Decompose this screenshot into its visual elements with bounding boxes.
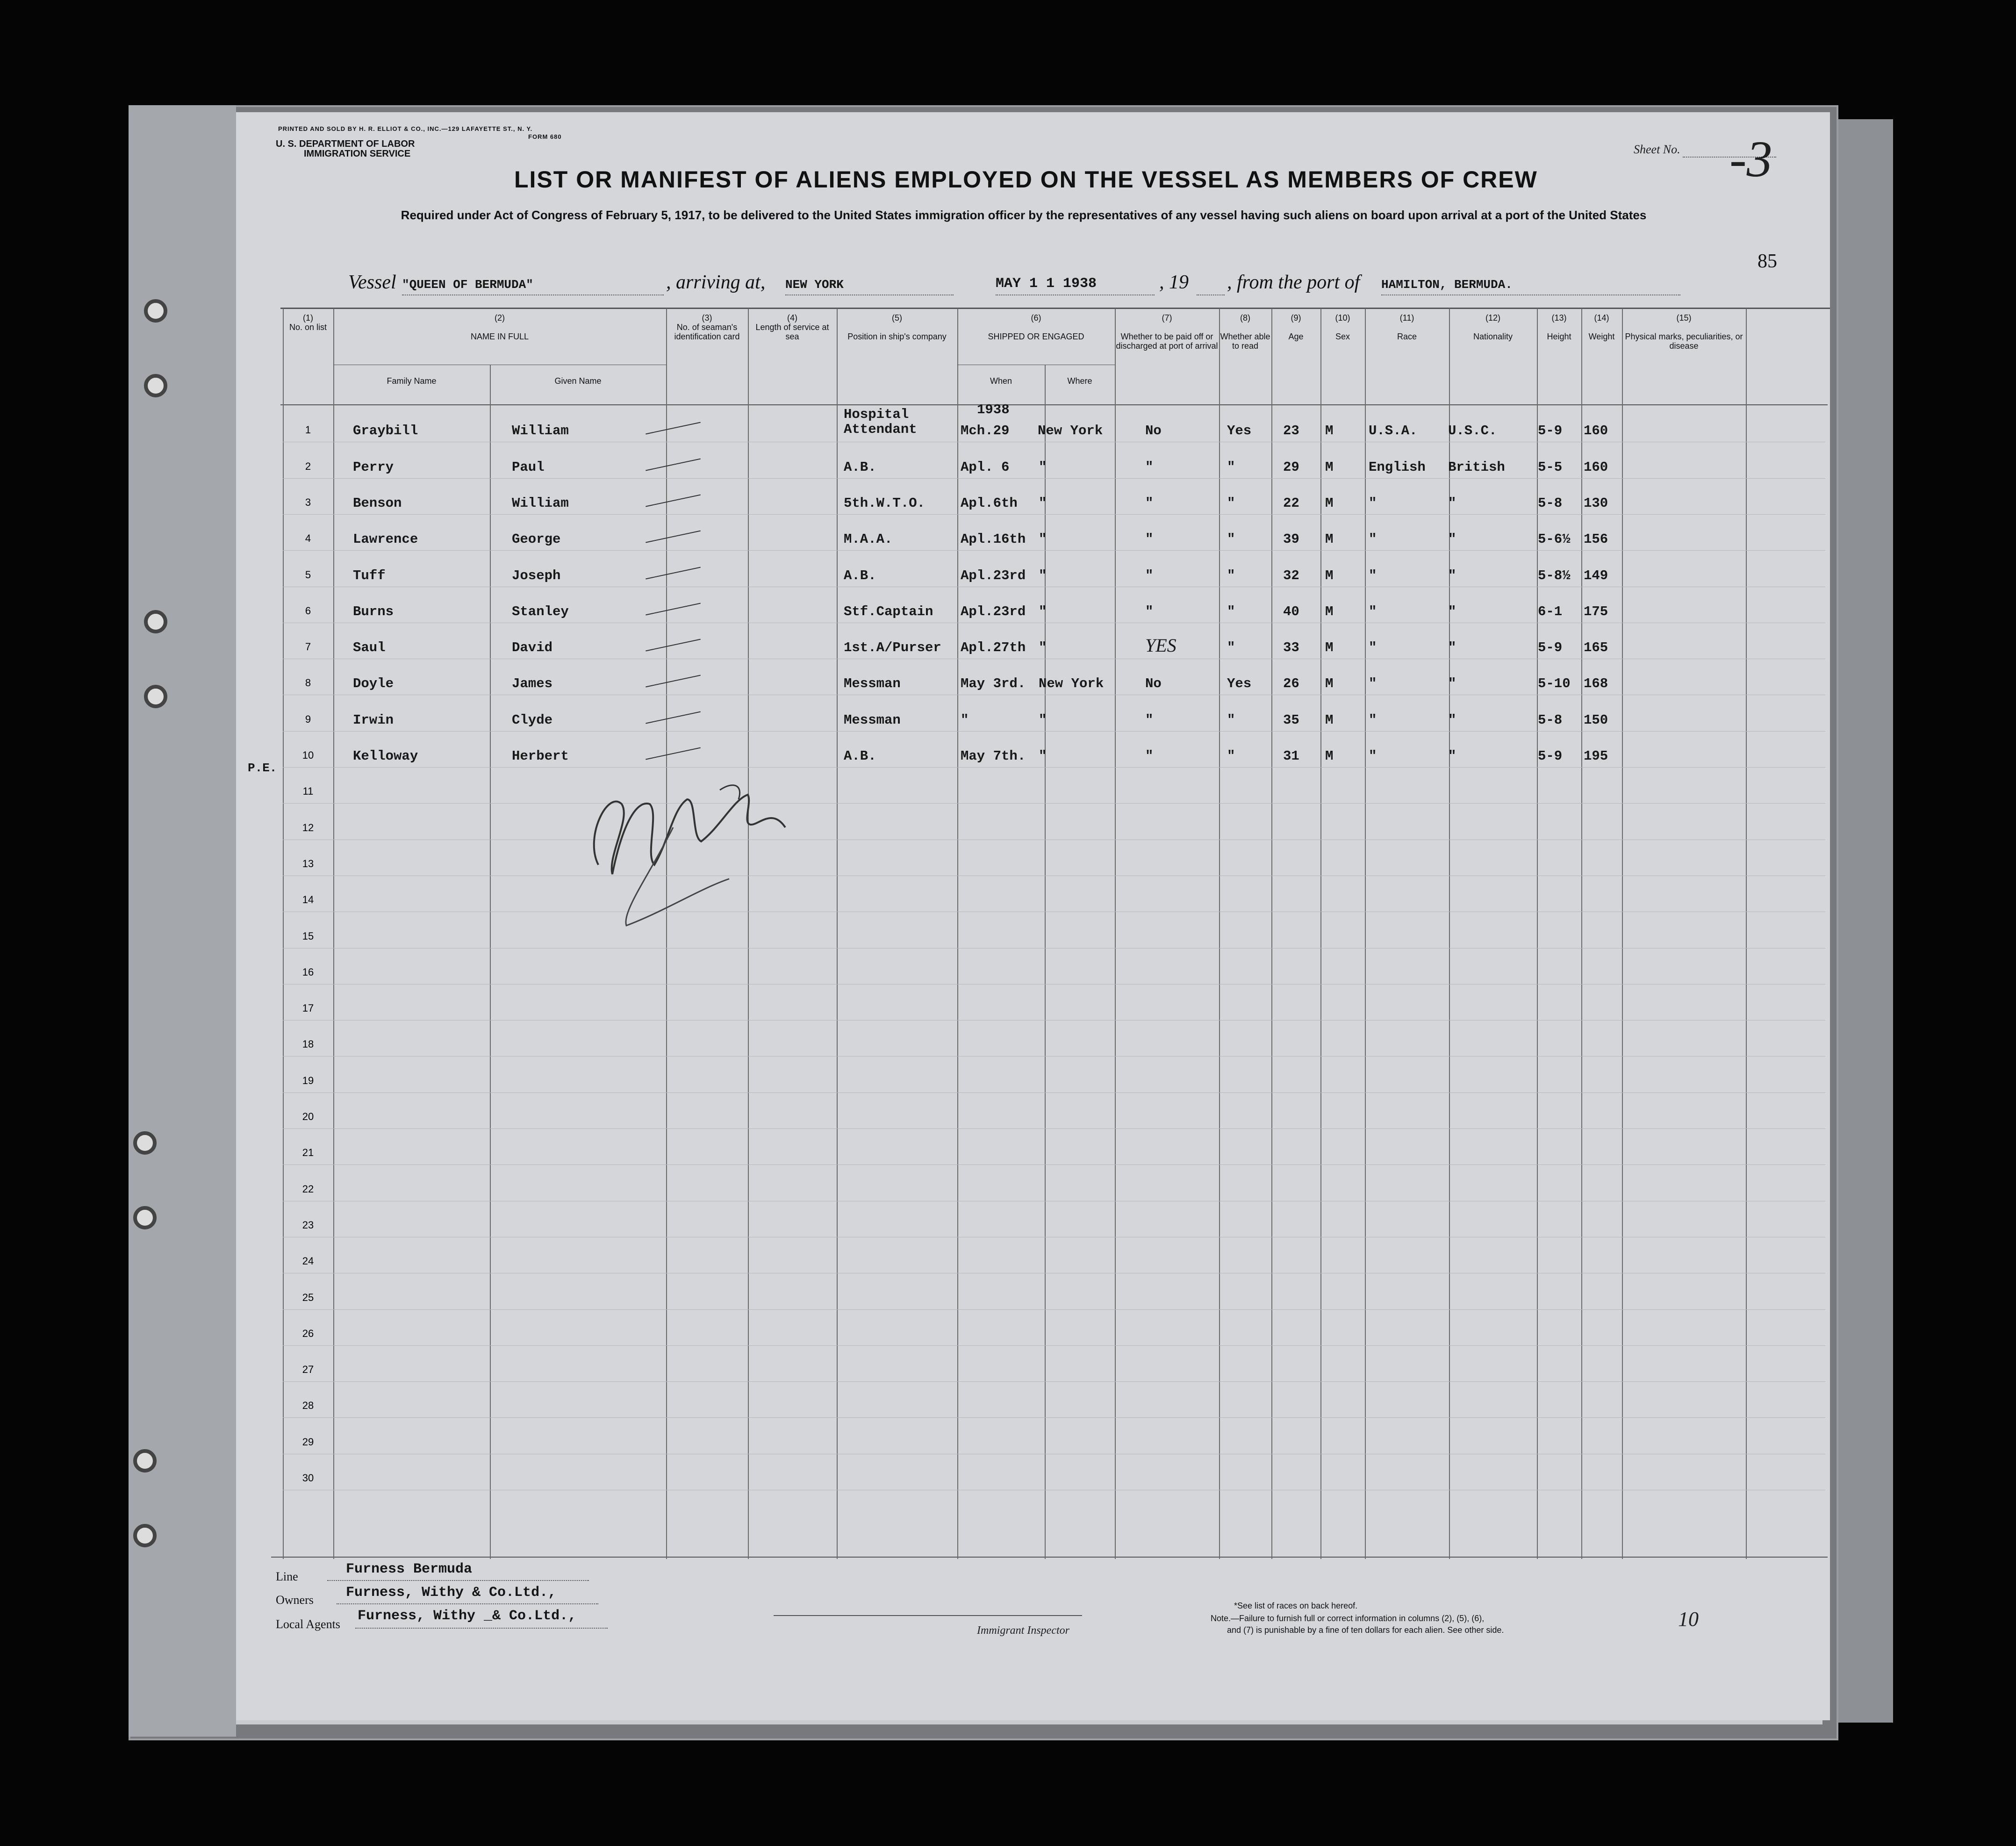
crew-sex: M [1325, 532, 1334, 547]
row-number: 13 [302, 857, 314, 869]
crew-race: " [1369, 748, 1377, 764]
crew-able-to-read: " [1227, 748, 1235, 764]
column-divider [283, 309, 284, 1559]
department-name: U. S. DEPARTMENT OF LABOR [276, 139, 415, 149]
crew-weight: 160 [1584, 459, 1608, 475]
line-underline [327, 1580, 589, 1581]
crew-position: A.B. [844, 459, 876, 475]
crew-paid-off: " [1145, 532, 1154, 547]
col-header-13: (13) Height [1547, 313, 1571, 341]
col-header-12: (12) Nationality [1473, 313, 1513, 341]
crew-family-name: Saul [353, 640, 386, 656]
inspector-label: Immigrant Inspector [977, 1624, 1069, 1637]
col-header-5: (5) Position in ship's company [847, 313, 947, 341]
vessel-name: "QUEEN OF BERMUDA" [402, 278, 533, 292]
crew-age: 39 [1283, 532, 1299, 547]
manifest-sheet [236, 112, 1830, 1720]
crew-given-name: Stanley [512, 603, 569, 619]
crew-shipped-where: " [1039, 495, 1047, 511]
crew-sex: M [1325, 567, 1334, 583]
col-subheader-when: When [990, 376, 1012, 386]
row-number: 10 [302, 749, 314, 761]
crew-sex: M [1325, 640, 1334, 656]
row-number: 29 [302, 1436, 314, 1448]
crew-family-name: Doyle [353, 676, 394, 692]
crew-height: 6-1 [1538, 603, 1563, 619]
column-divider [333, 309, 334, 1559]
crew-shipped-when: May 3rd. [961, 676, 1026, 692]
column-divider [1581, 309, 1582, 1559]
row-number: 8 [305, 677, 311, 689]
paper-edge-left [129, 105, 236, 1737]
col-header-3: (3) No. of seaman's identification card [674, 313, 740, 341]
row-number: 15 [302, 930, 314, 942]
sheet-label: Sheet No. [1634, 143, 1680, 156]
row-rule [283, 1417, 1825, 1418]
row-number: 22 [302, 1183, 314, 1195]
crew-family-name: Burns [353, 603, 394, 619]
crew-position: A.B. [844, 567, 876, 583]
row-rule [283, 1164, 1825, 1165]
row-number: 6 [305, 604, 311, 617]
row-number: 28 [302, 1400, 314, 1412]
col-subheader-given-name: Given Name [554, 376, 602, 386]
crew-position: 1st.A/Purser [844, 640, 941, 656]
crew-paid-off: " [1145, 748, 1154, 764]
year-line [1197, 294, 1225, 295]
row-number: 21 [302, 1147, 314, 1159]
binder-ring [144, 374, 167, 397]
row-number: 7 [305, 641, 311, 653]
crew-sex: M [1325, 459, 1334, 475]
col-header-9: (9) Age [1288, 313, 1304, 341]
binder-ring [133, 1131, 157, 1155]
crew-nationality: U.S.C. [1448, 423, 1497, 439]
from-port: HAMILTON, BERMUDA. [1381, 278, 1513, 292]
crew-age: 31 [1283, 748, 1299, 764]
crew-family-name: Perry [353, 459, 394, 475]
col-header-14: (14) Weight [1588, 313, 1615, 341]
arriving-port-line [785, 294, 954, 295]
crew-family-name: Graybill [353, 423, 418, 439]
crew-nationality: " [1448, 640, 1456, 656]
crew-paid-off: " [1145, 495, 1154, 511]
crew-position: 5th.W.T.O. [844, 495, 925, 511]
crew-nationality: " [1448, 532, 1456, 547]
row-number: 23 [302, 1219, 314, 1231]
row-number: 24 [302, 1255, 314, 1267]
crew-sex: M [1325, 603, 1334, 619]
column-divider [837, 309, 838, 1559]
manifest-subtitle: Required under Act of Congress of February 5, 1917, to be delivered to the United States immigration officer by the representatives of any vessel having such aliens on board upon arrival at a port of the United States [401, 208, 1647, 222]
crew-height: 5-10 [1538, 676, 1571, 692]
row-number: 4 [305, 532, 311, 545]
handwritten-number: 10 [1678, 1608, 1699, 1631]
crew-weight: 175 [1584, 603, 1608, 619]
crew-able-to-read: " [1227, 459, 1235, 475]
row-number: 25 [302, 1291, 314, 1303]
crew-given-name: William [512, 495, 569, 511]
crew-nationality: " [1448, 495, 1456, 511]
row-number: 2 [305, 460, 311, 472]
binder-ring [133, 1449, 157, 1472]
owners-value: Furness, Withy & Co.Ltd., [346, 1585, 557, 1601]
crew-able-to-read: " [1227, 495, 1235, 511]
crew-paid-off: No [1145, 676, 1162, 692]
service-name: IMMIGRATION SERVICE [304, 149, 411, 159]
date-stamp: MAY 1 1 1938 [996, 276, 1097, 292]
crew-able-to-read: " [1227, 603, 1235, 619]
col-header-15: (15) Physical marks, peculiarities, or disease [1625, 313, 1743, 351]
crew-family-name: Benson [353, 495, 402, 511]
row-number: 14 [302, 894, 314, 906]
crew-given-name: James [512, 676, 553, 692]
crew-position: A.B. [844, 748, 876, 764]
crew-weight: 149 [1584, 567, 1608, 583]
table-bottom-border [271, 1557, 1828, 1558]
crew-weight: 195 [1584, 748, 1608, 764]
crew-race: " [1369, 603, 1377, 619]
crew-given-name: William [512, 423, 569, 439]
crew-able-to-read: " [1227, 640, 1235, 656]
crew-nationality: " [1448, 712, 1456, 728]
crew-age: 32 [1283, 567, 1299, 583]
col-header-2: (2) NAME IN FULL [470, 313, 529, 341]
row-rule [283, 1345, 1825, 1346]
crew-age: 26 [1283, 676, 1299, 692]
fine-note-line1: Note.—Failure to furnish full or correct information in columns (2), (5), (6), [1211, 1614, 1485, 1623]
crew-family-name: Kelloway [353, 748, 418, 764]
crew-able-to-read: " [1227, 567, 1235, 583]
row-number: 12 [302, 821, 314, 833]
crew-race: " [1369, 532, 1377, 547]
crew-sex: M [1325, 748, 1334, 764]
crew-sex: M [1325, 712, 1334, 728]
crew-height: 5-8 [1538, 712, 1563, 728]
agents-underline [355, 1628, 608, 1629]
crew-family-name: Tuff [353, 567, 386, 583]
crew-shipped-when: Apl.16th [961, 532, 1026, 547]
crew-able-to-read: Yes [1227, 423, 1252, 439]
crew-weight: 130 [1584, 495, 1608, 511]
col-subheader-family-name: Family Name [387, 376, 437, 386]
column-divider [666, 309, 667, 1559]
crew-given-name: Clyde [512, 712, 553, 728]
col-header-7: (7) Whether to be paid off or discharged at port of arrival [1116, 313, 1218, 351]
manifest-title: LIST OR MANIFEST OF ALIENS EMPLOYED ON THE VESSEL AS MEMBERS OF CREW [514, 166, 1538, 193]
row-number: 18 [302, 1038, 314, 1050]
crew-shipped-where: " [1039, 603, 1047, 619]
crew-weight: 160 [1584, 423, 1608, 439]
crew-given-name: Joseph [512, 567, 561, 583]
crew-position: Messman [844, 676, 901, 692]
handwritten-signature [580, 771, 804, 930]
crew-shipped-when: Apl.6th [961, 495, 1018, 511]
crew-shipped-when: Apl.27th [961, 640, 1026, 656]
row-rule [283, 731, 1825, 732]
binder-ring [144, 299, 167, 323]
crew-race: " [1369, 712, 1377, 728]
crew-nationality: British [1448, 459, 1505, 475]
vessel-label: Vessel [348, 272, 396, 293]
row-number: 17 [302, 1002, 314, 1014]
column-divider [490, 365, 491, 1559]
row-number: 20 [302, 1111, 314, 1122]
col-header-1: (1) No. on list [289, 313, 327, 332]
column-divider [1320, 309, 1321, 1559]
year-label: , 19 [1159, 272, 1189, 293]
crew-race: U.S.A. [1369, 423, 1418, 439]
crew-position: Stf.Captain [844, 603, 933, 619]
row-number: 9 [305, 713, 311, 725]
crew-weight: 150 [1584, 712, 1608, 728]
owners-label: Owners [276, 1593, 314, 1607]
crew-race: " [1369, 640, 1377, 656]
crew-shipped-where: New York [1038, 423, 1103, 439]
row-number: 16 [302, 966, 314, 978]
fine-note-line2: and (7) is punishable by a fine of ten dollars for each alien. See other side. [1227, 1625, 1504, 1635]
row-number: 19 [302, 1074, 314, 1086]
crew-race: " [1369, 495, 1377, 511]
column-divider [1622, 309, 1623, 1559]
col-header-8: (8) Whether able to read [1220, 313, 1270, 351]
row-rule [283, 514, 1825, 515]
crew-able-to-read: Yes [1227, 676, 1252, 692]
col-header-11: (11) Race [1397, 313, 1417, 341]
row-rule [283, 767, 1825, 768]
crew-shipped-when: " [961, 712, 969, 728]
crew-paid-off: " [1145, 459, 1154, 475]
table-top-border [280, 308, 1830, 309]
crew-age: 33 [1283, 640, 1299, 656]
crew-sex: M [1325, 423, 1334, 439]
crew-height: 5-6½ [1538, 532, 1571, 547]
row-rule [283, 1309, 1825, 1310]
form-number: FORM 680 [528, 133, 562, 140]
crew-nationality: " [1448, 748, 1456, 764]
crew-age: 29 [1283, 459, 1299, 475]
col-header-10: (10) Sex [1335, 313, 1350, 341]
table-header-border [280, 404, 1828, 405]
crew-shipped-when: Apl. 6 [961, 459, 1010, 475]
column-divider [1365, 309, 1366, 1559]
crew-shipped-where: " [1039, 567, 1047, 583]
crew-paid-off: No [1145, 423, 1162, 439]
from-port-line [1381, 294, 1680, 295]
crew-shipped-where: " [1039, 640, 1047, 656]
page-number: 85 [1758, 251, 1777, 272]
crew-age: 23 [1283, 423, 1299, 439]
crew-age: 40 [1283, 603, 1299, 619]
crew-shipped-where: " [1039, 532, 1047, 547]
crew-shipped-when: Mch.29 [961, 423, 1010, 439]
column-divider [1115, 309, 1116, 1559]
row-rule [283, 550, 1825, 551]
crew-able-to-read: " [1227, 712, 1235, 728]
crew-shipped-where: " [1039, 459, 1047, 475]
crew-paid-off: " [1145, 712, 1154, 728]
column-divider [1746, 309, 1747, 1559]
col-header-4: (4) Length of service at sea [755, 313, 829, 341]
crew-age: 35 [1283, 712, 1299, 728]
sheet-number: -3 [1729, 130, 1772, 187]
crew-position: Hospital Attendant [844, 407, 917, 438]
crew-height: 5-9 [1538, 748, 1563, 764]
paper-edge-right [1835, 119, 1893, 1723]
race-note: *See list of races on back hereof. [1234, 1601, 1358, 1610]
crew-position: M.A.A. [844, 532, 893, 547]
row-number: 27 [302, 1364, 314, 1376]
binder-ring [144, 685, 167, 708]
agents-label: Local Agents [276, 1617, 340, 1631]
crew-height: 5-9 [1538, 423, 1563, 439]
crew-height: 5-5 [1538, 459, 1563, 475]
crew-height: 5-8½ [1538, 567, 1571, 583]
crew-weight: 156 [1584, 532, 1608, 547]
row-number: 1 [305, 424, 311, 436]
row-number: 5 [305, 568, 311, 581]
year-note: 1938 [977, 402, 1010, 417]
binder-ring [133, 1206, 157, 1229]
row-rule [283, 803, 1825, 804]
arriving-port: NEW YORK [785, 278, 844, 292]
crew-shipped-where: " [1039, 748, 1047, 764]
row-rule [283, 1128, 1825, 1129]
col-header-6: (6) SHIPPED OR ENGAGED [988, 313, 1084, 341]
crew-shipped-when: Apl.23rd [961, 567, 1026, 583]
row-rule [283, 1381, 1825, 1382]
crew-family-name: Lawrence [353, 532, 418, 547]
crew-shipped-where: " [1039, 712, 1047, 728]
crew-sex: M [1325, 676, 1334, 692]
crew-given-name: Paul [512, 459, 545, 475]
crew-age: 22 [1283, 495, 1299, 511]
column-divider [1271, 309, 1272, 1559]
margin-note: P.E. [248, 761, 277, 775]
row-number: 26 [302, 1327, 314, 1339]
crew-family-name: Irwin [353, 712, 394, 728]
row-rule [283, 1092, 1825, 1093]
crew-nationality: " [1448, 603, 1456, 619]
line-value: Furness Bermuda [346, 1561, 473, 1577]
arriving-label: , arriving at, [666, 272, 766, 293]
row-number: 3 [305, 496, 311, 508]
row-number: 11 [302, 785, 314, 797]
crew-given-name: George [512, 532, 561, 547]
crew-paid-off: YES [1145, 635, 1177, 656]
crew-weight: 168 [1584, 676, 1608, 692]
row-number: 30 [302, 1472, 314, 1484]
crew-race: " [1369, 676, 1377, 692]
crew-height: 5-9 [1538, 640, 1563, 656]
crew-sex: M [1325, 495, 1334, 511]
crew-race: " [1369, 567, 1377, 583]
agents-value: Furness, Withy _& Co.Ltd., [358, 1608, 577, 1624]
column-divider [957, 309, 958, 1559]
crew-nationality: " [1448, 567, 1456, 583]
crew-shipped-when: May 7th. [961, 748, 1026, 764]
binder-ring [144, 610, 167, 633]
crew-race: English [1369, 459, 1426, 475]
vessel-name-line [402, 294, 664, 295]
binder-ring [133, 1524, 157, 1547]
row-rule [283, 478, 1825, 479]
column-divider [1219, 309, 1220, 1559]
crew-weight: 165 [1584, 640, 1608, 656]
crew-given-name: Herbert [512, 748, 569, 764]
inspector-signature-line [774, 1615, 1082, 1616]
date-line [996, 294, 1155, 295]
printer-line: PRINTED AND SOLD BY H. R. ELLIOT & CO., INC.—129 LAFAYETTE ST., N. Y. [278, 125, 533, 132]
line-label: Line [276, 1570, 298, 1583]
col-subheader-where: Where [1067, 376, 1092, 386]
crew-nationality: " [1448, 676, 1456, 692]
crew-shipped-when: Apl.23rd [961, 603, 1026, 619]
column-divider [748, 309, 749, 1559]
crew-position: Messman [844, 712, 901, 728]
crew-height: 5-8 [1538, 495, 1563, 511]
crew-paid-off: " [1145, 567, 1154, 583]
crew-paid-off: " [1145, 603, 1154, 619]
crew-able-to-read: " [1227, 532, 1235, 547]
owners-underline [337, 1603, 598, 1604]
crew-given-name: David [512, 640, 553, 656]
crew-shipped-where: New York [1039, 676, 1104, 692]
from-label: , from the port of [1227, 272, 1360, 293]
